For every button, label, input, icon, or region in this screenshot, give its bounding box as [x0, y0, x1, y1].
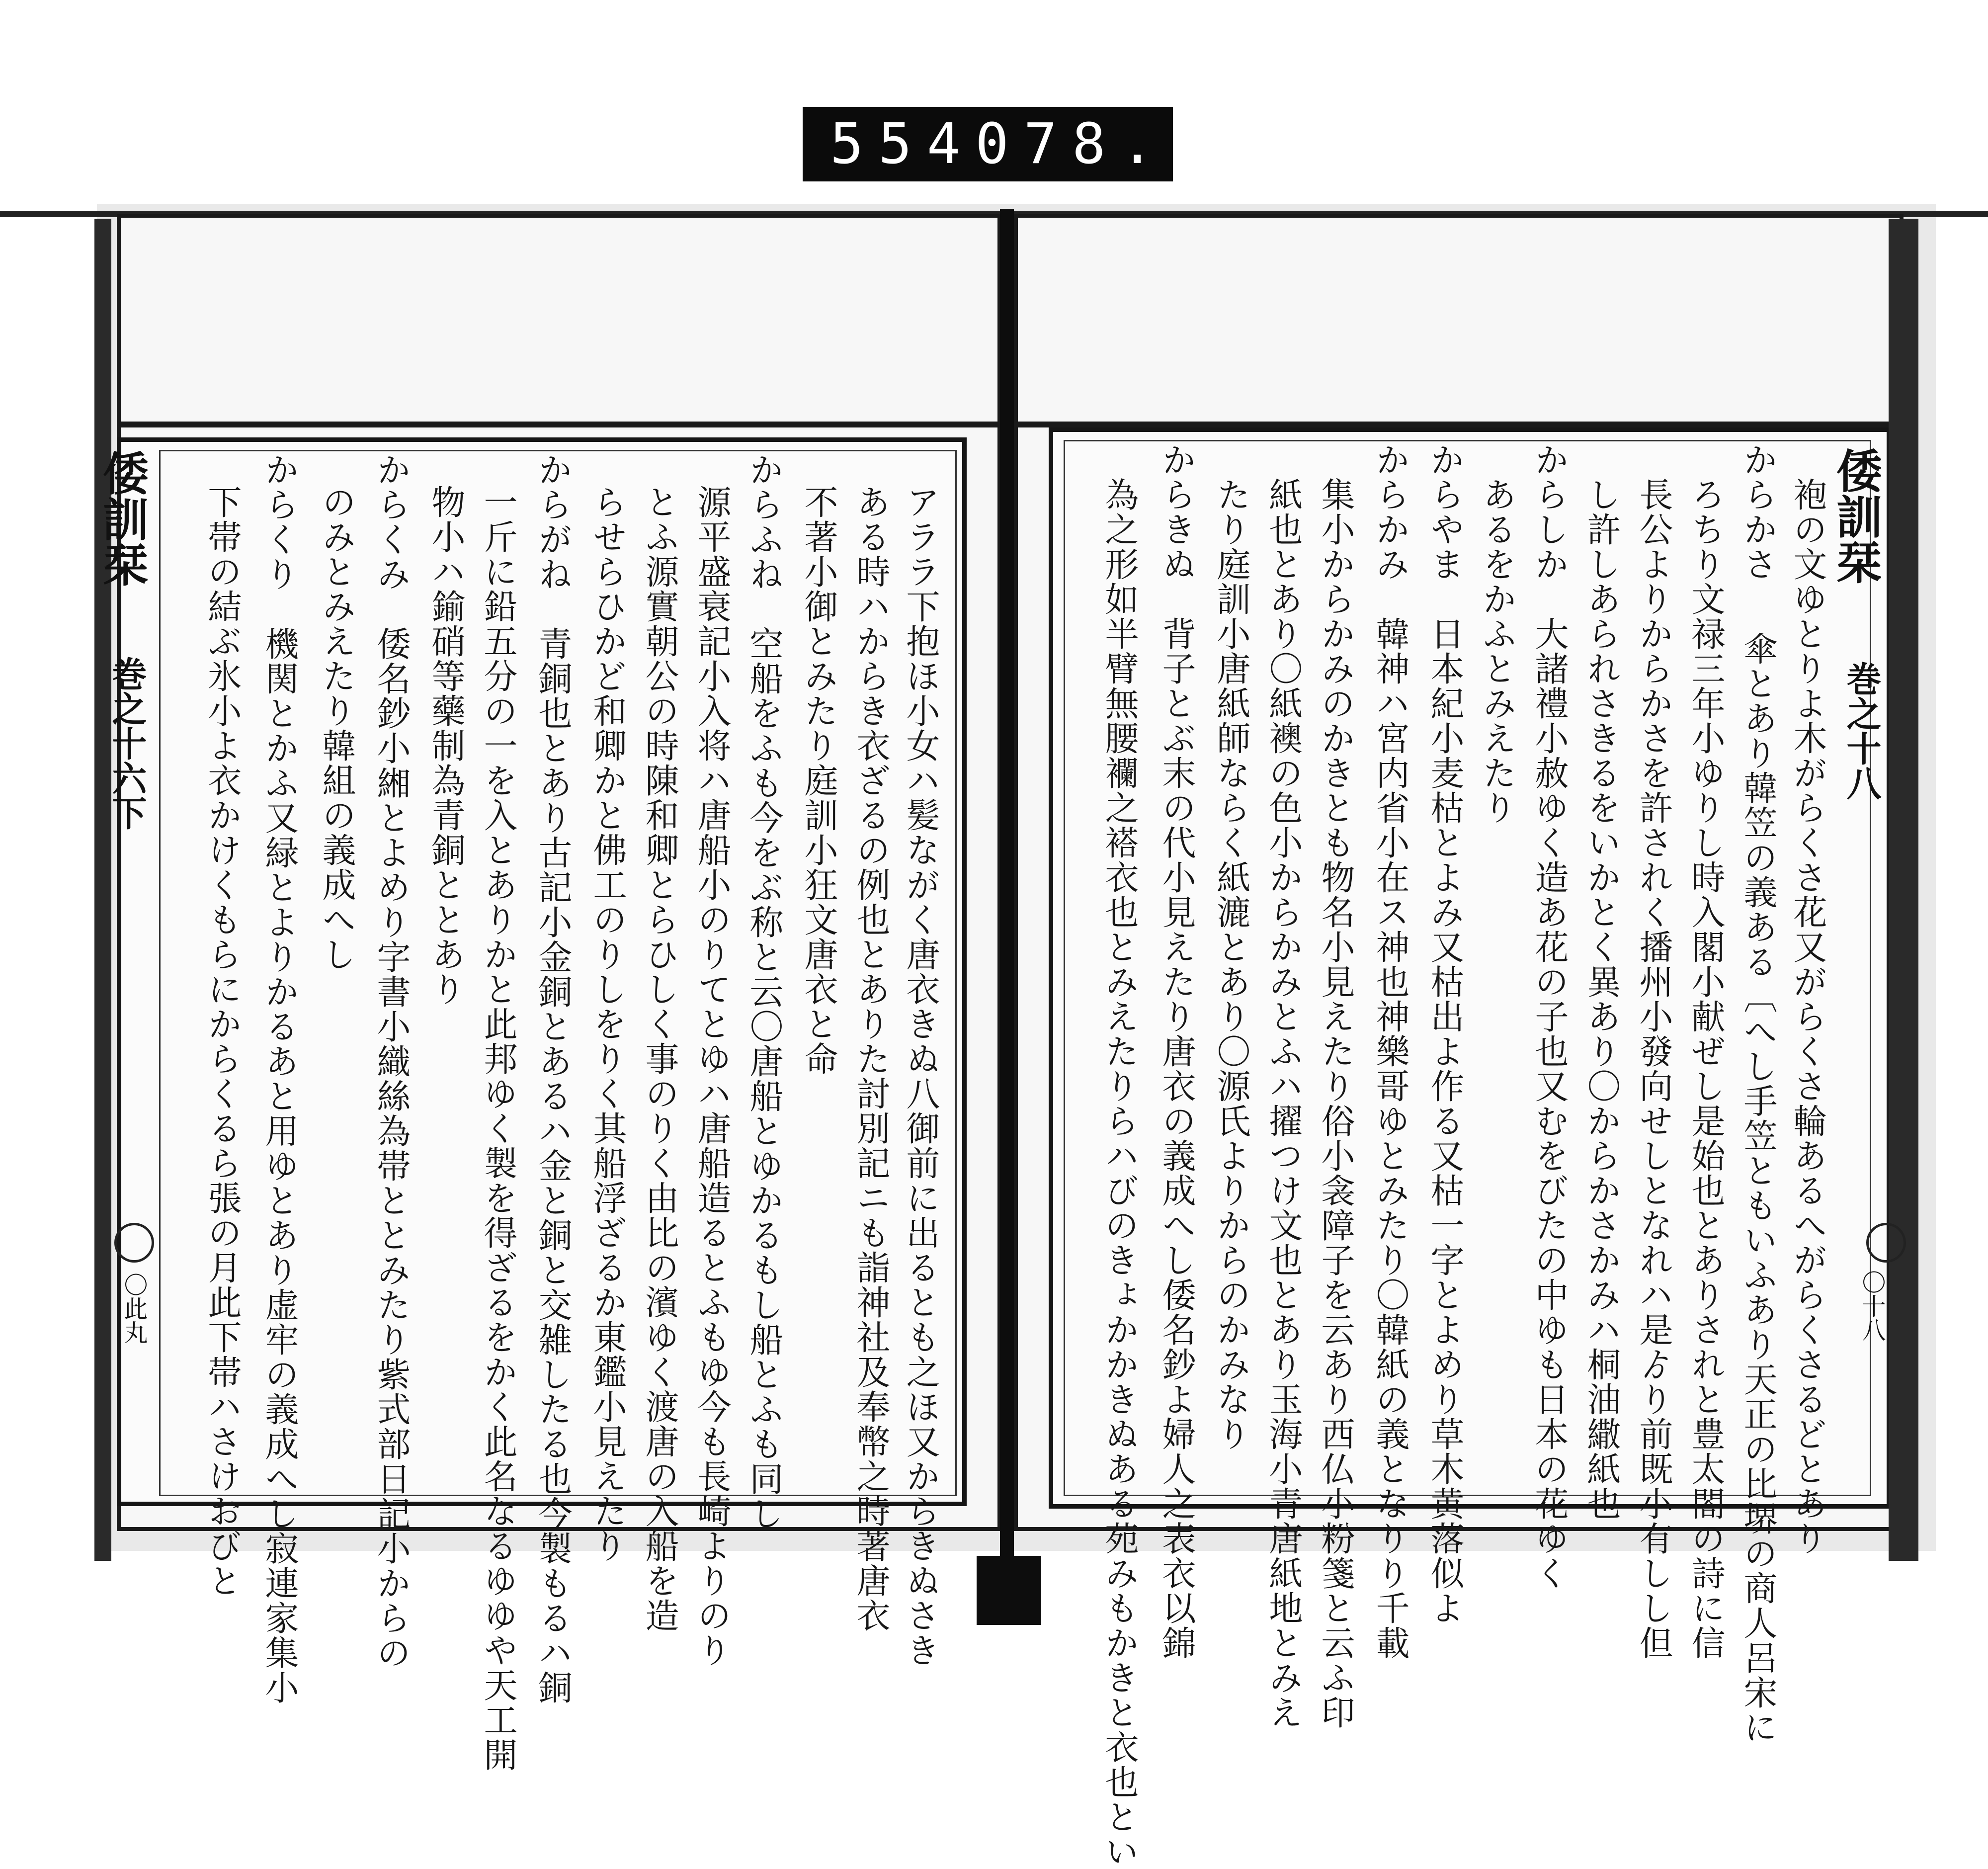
right-column-4: 傘とあり韓笠の義ある〔へし手笠ともいふあり天正の比堺の商人呂宋に [1738, 631, 1777, 1745]
right-column-7: からしか 大諸禮小赦ゆく造あ花の子也又むをびたの中ゆも日本の花ゆく [1529, 442, 1569, 1591]
left-column-8: からがね 青銅也とあり古記小金銅とあるハ金と銅と交雑したる也今製もるハ銅 [533, 452, 572, 1705]
left-page-head-rule [117, 422, 1001, 427]
left-column-2: ある時ハからき衣ざるの例也とありた討別記ニも詣神社及奉幣之時著唐衣 [851, 485, 890, 1633]
left-column-9: 一斤に鉛五分の一を入とありかと此邦ゆく製を得ざるをかく此名なるゆゆや天工開 [478, 485, 517, 1772]
left-outer-edge [94, 219, 111, 1561]
right-column-6: し許しあられさきるをいかとく異あり〇からかさかみハ桐油繖紙也 [1581, 477, 1621, 1521]
archive-number-stamp [803, 107, 1173, 181]
left-column-7: らせらひかど和卿かと佛工のりしをりく其船浮ざるか東鑑小見えたり [587, 485, 627, 1563]
left-margin-title: 倭訓栞 [95, 450, 149, 587]
left-column-10: 物小ハ鍮硝等藥制為青銅ととあり [426, 485, 465, 1007]
left-column-6: とふ源實朝公の時陳和卿とらひしく事のりく由比の濱ゆく渡唐の入船を造 [640, 485, 679, 1633]
right-column-15: 為之形如半臂無腰襴之褡衣也とみえたりらハびのきょかかきぬある苑みもかきと衣也とい [1099, 477, 1139, 1869]
right-column-1: 袍の文ゆとりよ木がらくさ花又がらくさ輪あるへがらくさるどとあり [1788, 477, 1827, 1556]
right-margin-title: 倭訓栞 [1829, 447, 1883, 585]
left-margin-note: 〇此丸 [120, 1273, 148, 1344]
left-column-12: のみとみえたり韓組の義成へし [317, 485, 356, 972]
left-column-14: 下帯の結ぶ氷小よ衣かけくもらにからくるら張の月此下帯ハさけおびと [202, 485, 242, 1598]
right-column-10: からかみ 韓神ハ宮内省小在ス神也神樂哥ゆとみたり〇韓紙の義となりり千載 [1370, 442, 1409, 1660]
right-column-5: 長公よりからかさを許されく播州小發向せしとなれハ是ゟり前既小有しし但 [1634, 477, 1673, 1660]
gutter-foot-block [977, 1556, 1041, 1625]
left-margin-circle [114, 1223, 154, 1263]
right-page-head-rule [1014, 422, 1904, 427]
right-column-3: ろちり文禄三年小ゆりし時入閣小献ぜし是始也とありされと豊太閤の詩に信 [1686, 477, 1725, 1660]
right-column-13: たり庭訓小唐紙師ならく紙漉とあり〇源氏よりからのかみなり [1211, 477, 1250, 1451]
right-margin-note: 〇十八 [1858, 1270, 1886, 1342]
right-outer-edge [1889, 219, 1918, 1561]
stamp-left-number: 554 [830, 112, 976, 176]
left-column-1: アララ下抱ほ小女ハ髪ながく唐衣きぬ八御前に出るとも之ほ又からきぬさき [901, 485, 940, 1668]
left-column-13: からくり 機関とかふ又緑とよりかるあと用ゆとあり虚牢の義成へし寂連家集小 [259, 452, 299, 1705]
left-column-5: 源平盛衰記小入将ハ唐船小のりてとゆハ唐船造るとふもゆ今も長崎よりのり [692, 485, 731, 1668]
right-column-9: からやま 日本紀小麦枯とよみ又枯出よ作る又枯一字とよめり草木黄落似よ [1425, 442, 1464, 1625]
left-column-11: からくみ 倭名鈔小緗とよめり字書小織絲為帯ととみたり紫式部日記小からの [371, 452, 411, 1670]
gutter-spine [1000, 209, 1014, 1581]
stamp-right-number: 078. [975, 112, 1169, 176]
right-column-8: あるをかふとみえたり [1477, 477, 1516, 825]
left-column-3: 不著小御とみたり庭訓小狂文唐衣と命 [799, 485, 838, 1076]
right-column-12: 紙也とあり〇紙襖の色小からかみとふハ擢つけ文也とあり玉海小青唐紙地とみえ [1263, 477, 1303, 1730]
right-column-11: 集小からかみのかきとも物名小見えたり俗小衾障子を云あり西仏小粉箋と云ふ印 [1316, 477, 1355, 1730]
left-margin-volume: 巻之十六下 [106, 656, 148, 830]
left-column-4: からふね 空船をふも今をぶ称と云〇唐船とゆかるもし船とふも同し [744, 452, 783, 1531]
right-column-14: からきぬ 背子とぶ末の代小見えたり唐衣の義成へし倭名鈔よ婦人之表衣以錦 [1157, 442, 1196, 1660]
right-margin-volume: 巻之十八 [1841, 661, 1882, 800]
right-column-2: からかさ [1738, 442, 1777, 582]
right-margin-circle [1866, 1223, 1906, 1263]
